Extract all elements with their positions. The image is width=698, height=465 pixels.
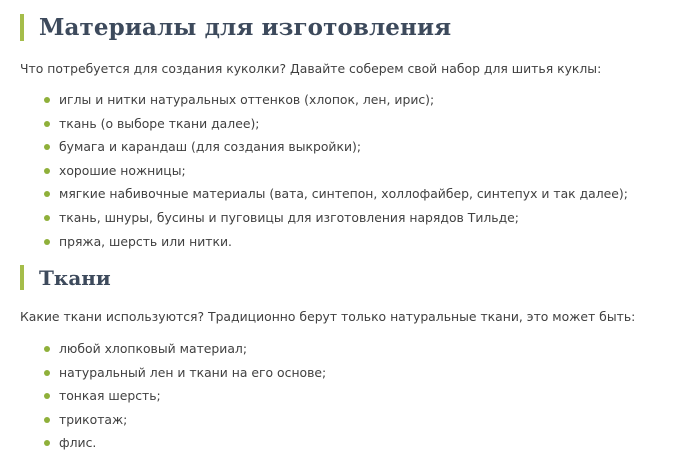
list-item xyxy=(44,186,628,210)
section-intro-fabrics: Какие ткани используются? Традиционно берут только натуральные ткани, это может быть: xyxy=(20,309,636,324)
list-item xyxy=(44,412,326,436)
bullet-icon xyxy=(44,121,50,127)
bullet-icon xyxy=(44,239,50,245)
list-item xyxy=(44,388,326,412)
bullet-icon xyxy=(44,168,50,174)
heading-title: Ткани xyxy=(39,265,111,290)
list-item xyxy=(44,163,628,187)
list-item-text: бумага и карандаш (для создания выкройки); xyxy=(59,139,362,155)
list-item-text: ткань, шнуры, бусины и пуговицы для изготовления нарядов Тильде; xyxy=(59,209,519,225)
section-heading-materials xyxy=(20,14,451,41)
list-item xyxy=(44,139,628,163)
bullet-icon xyxy=(44,144,50,150)
list-item-text: хорошие ножницы; xyxy=(59,162,186,178)
list-item xyxy=(44,116,628,140)
bullet-icon xyxy=(44,191,50,197)
bullet-icon xyxy=(44,346,50,352)
bullet-icon xyxy=(44,393,50,399)
bullet-icon xyxy=(44,215,50,221)
section-intro-materials: Что потребуется для создания куколки? Давайте соберем свой набор для шитья куклы: xyxy=(20,61,602,76)
heading-accent-bar xyxy=(20,14,24,41)
list-item xyxy=(44,234,628,258)
list-item-text: мягкие набивочные материалы (вата, синтепон, холлофайбер, синтепух и так далее); xyxy=(59,186,628,202)
bullet-icon xyxy=(44,370,50,376)
bullet-icon xyxy=(44,97,50,103)
section-heading-fabrics xyxy=(20,265,111,290)
list-item xyxy=(44,341,326,365)
list-item-text: ткань (о выборе ткани далее); xyxy=(59,115,260,131)
list-item-text: пряжа, шерсть или нитки. xyxy=(59,233,232,249)
bullet-icon xyxy=(44,417,50,423)
materials-list xyxy=(44,92,628,257)
list-item-text: любой хлопковый материал; xyxy=(59,341,248,356)
heading-accent-bar xyxy=(20,265,24,290)
list-item-text: тонкая шерсть; xyxy=(59,388,161,404)
list-item xyxy=(44,210,628,234)
list-item-text: флис. xyxy=(59,435,97,451)
list-item xyxy=(44,365,326,389)
list-item-text: натуральный лен и ткани на его основе; xyxy=(59,364,327,380)
list-item xyxy=(44,92,628,116)
list-item-text: трикотаж; xyxy=(59,411,128,427)
fabrics-list xyxy=(44,341,326,459)
heading-title: Материалы для изготовления xyxy=(39,14,452,41)
list-item xyxy=(44,435,326,459)
bullet-icon xyxy=(44,440,50,446)
list-item-text: иглы и нитки натуральных оттенков (хлопок, лен, ирис); xyxy=(59,92,435,107)
